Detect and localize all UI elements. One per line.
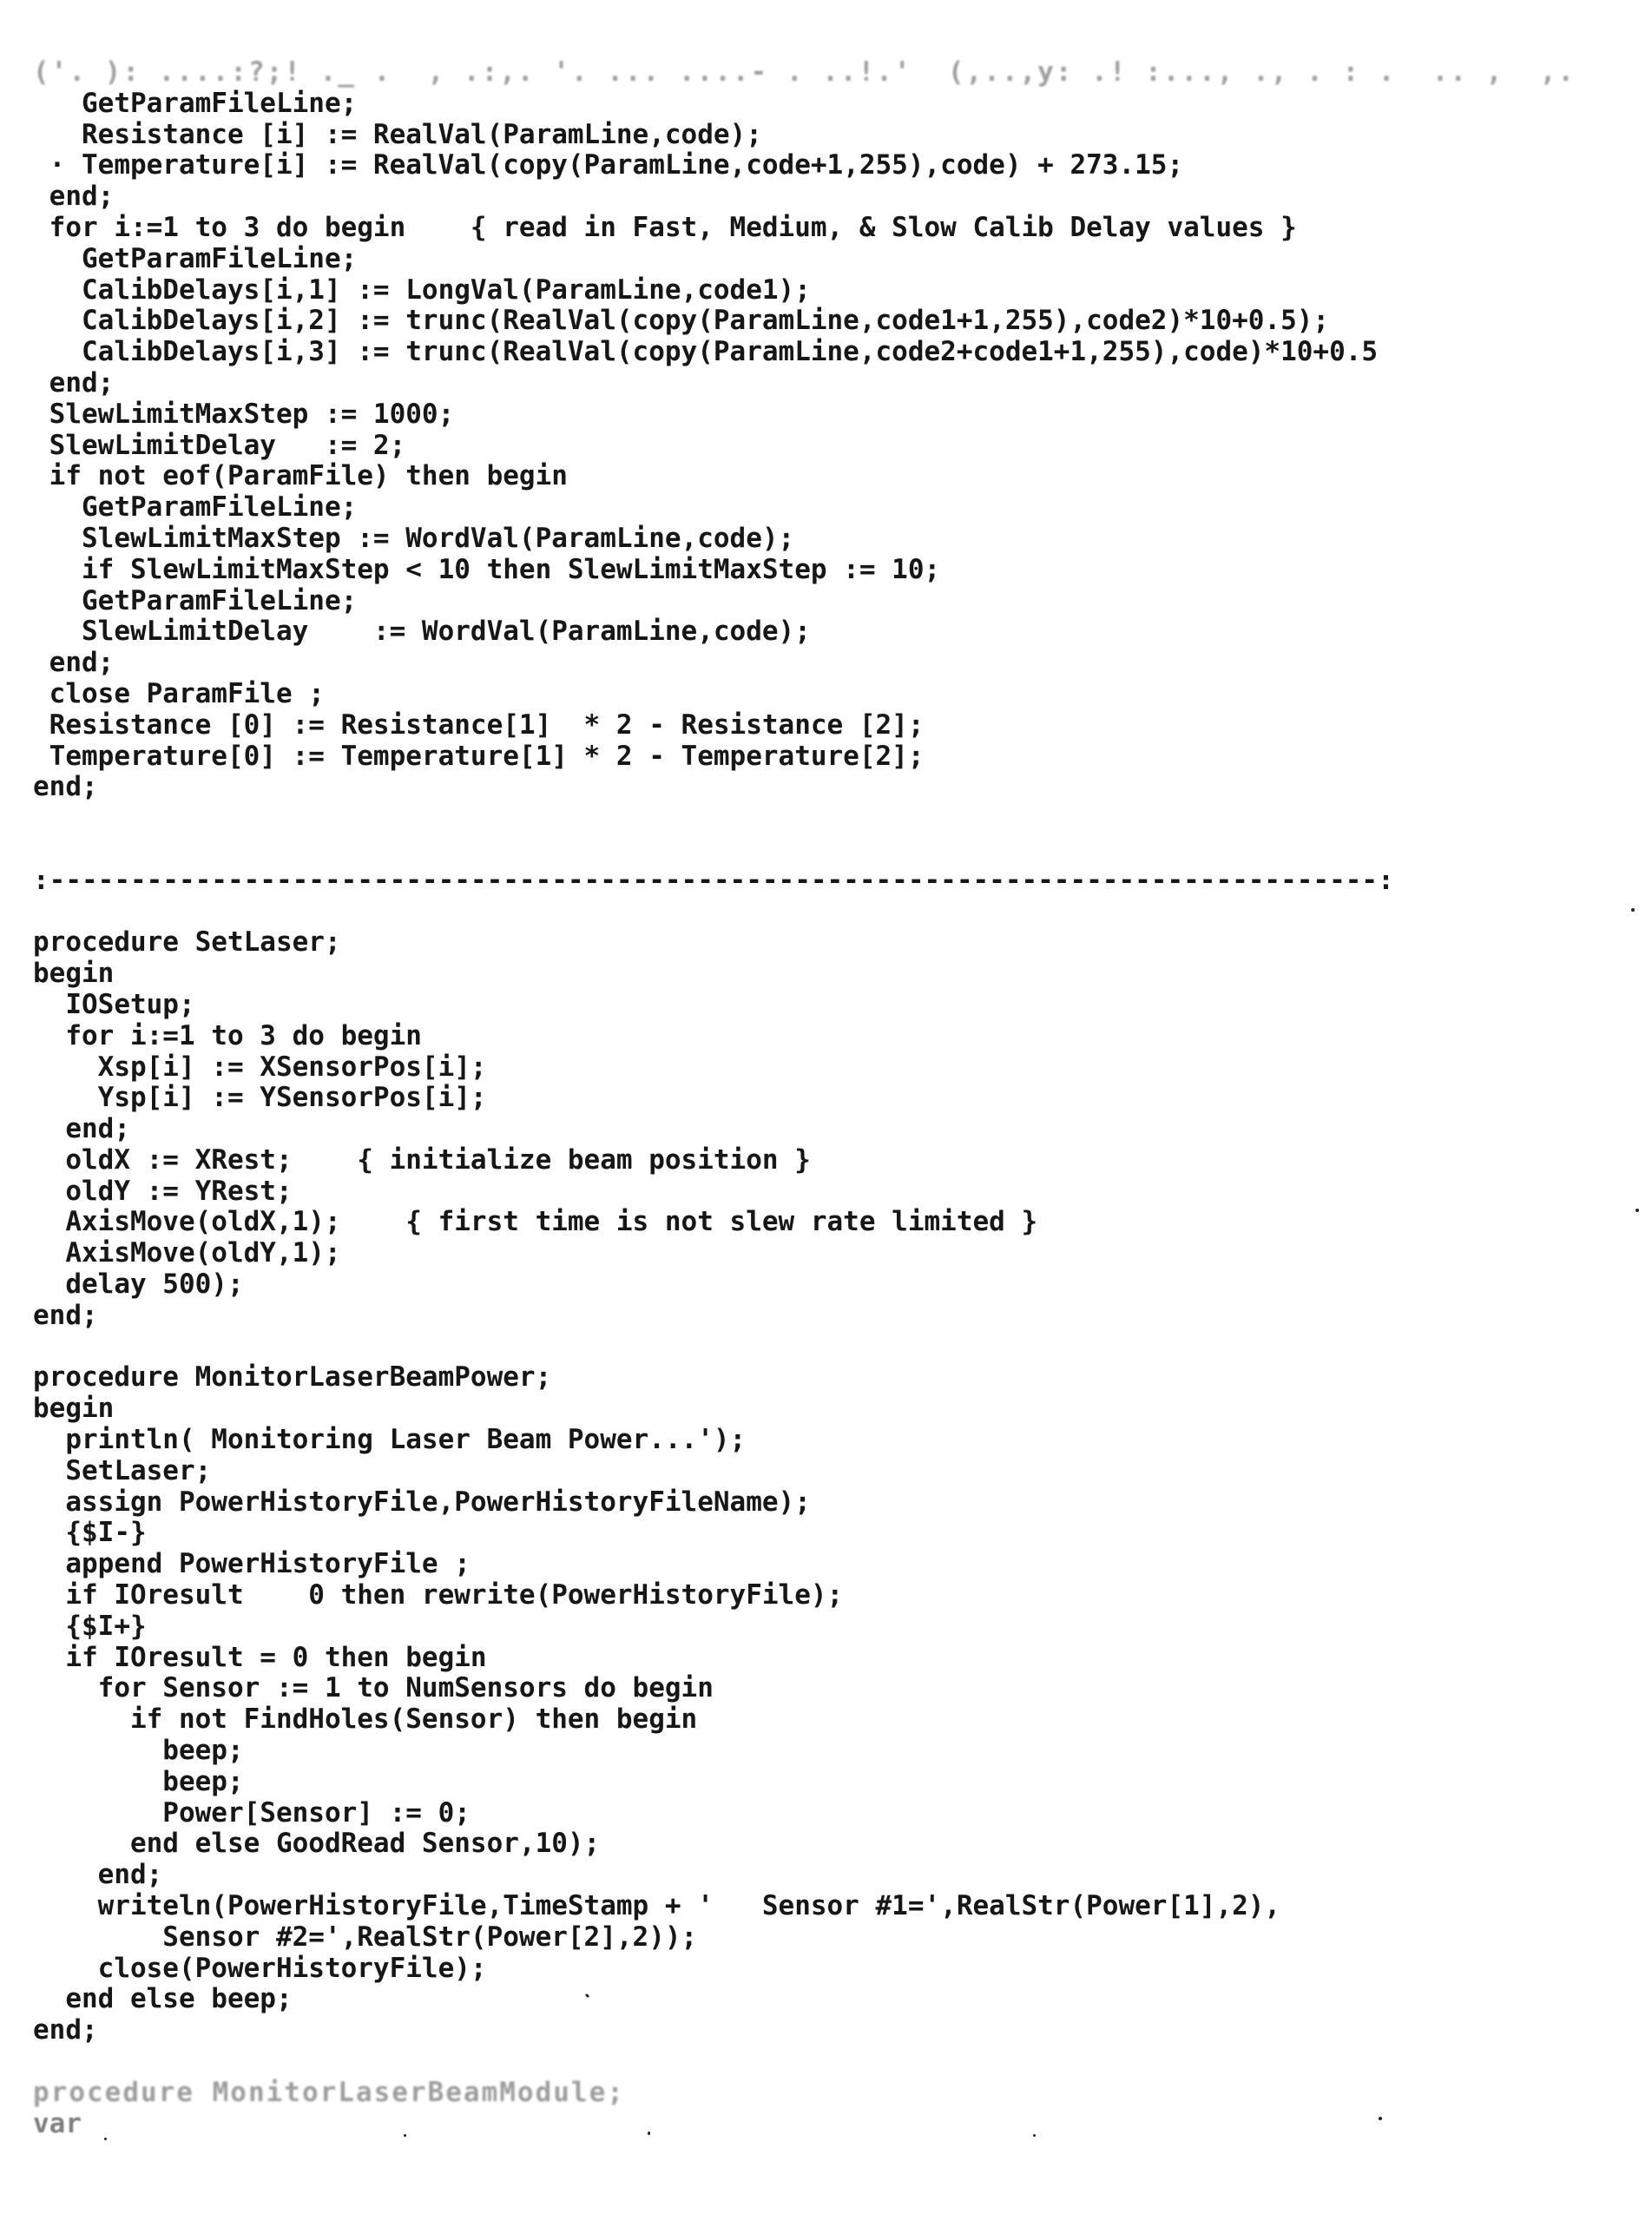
code-line: var: [33, 2107, 82, 2139]
code-line: AxisMove(oldX,1); { first time is not slew rate limited }: [33, 1206, 1038, 1238]
code-line: GetParamFileLine;: [33, 87, 358, 119]
code-line: CalibDelays[i,3] := trunc(RealVal(copy(ParamLine,code2+code1+1,255),code)*10+0.5: [33, 336, 1379, 368]
code-line: SlewLimitDelay := 2;: [33, 429, 406, 461]
code-line: end;: [33, 1299, 98, 1331]
code-line: SetLaser;: [33, 1454, 212, 1486]
scan-speck: [1033, 2134, 1036, 2137]
code-line: close(PowerHistoryFile);: [33, 1952, 487, 1984]
code-line: SlewLimitDelay := WordVal(ParamLine,code);: [33, 616, 811, 648]
code-line: [33, 834, 1652, 866]
code-line: for i:=1 to 3 do begin: [33, 1019, 422, 1051]
code-line: begin: [33, 1393, 115, 1425]
code-line: Xsp[i] := XSensorPos[i];: [33, 1051, 487, 1083]
scan-speck: [1631, 908, 1635, 912]
code-line: assign PowerHistoryFile,PowerHistoryFileName);: [33, 1486, 811, 1518]
code-line: Ysp[i] := YSensorPos[i];: [33, 1082, 487, 1114]
code-line: end;: [33, 181, 115, 213]
code-line: beep;: [33, 1765, 244, 1797]
code-line: {$I-}: [33, 1517, 147, 1549]
code-line: procedure MonitorLaserBeamModule;: [33, 2076, 625, 2108]
code-line: {$I+}: [33, 1610, 147, 1642]
code-line: end;: [33, 771, 98, 803]
code-line: ('. ): ....:?;! ._ . , .:,. '. ... ....- . ..!.' (,..,y: .! :..., ., . : . .. , ,.: [33, 56, 1576, 88]
scan-speck: [1636, 1209, 1639, 1212]
code-line: CalibDelays[i,2] := trunc(RealVal(copy(ParamLine,code1+1,255),code2)*10+0.5);: [33, 305, 1330, 337]
code-line: end;: [33, 2014, 98, 2046]
code-line: [33, 897, 1652, 928]
code-line: if SlewLimitMaxStep < 10 then SlewLimitMaxStep := 10;: [33, 553, 941, 585]
code-line: procedure SetLaser;: [33, 926, 341, 959]
code-line: delay 500);: [33, 1269, 244, 1301]
code-line: Resistance [i] := RealVal(ParamLine,code);: [33, 118, 762, 150]
code-line: end else beep;: [33, 1983, 293, 2015]
code-line: GetParamFileLine;: [33, 491, 358, 524]
code-line: for i:=1 to 3 do begin { read in Fast, Medium, & Slow Calib Delay values }: [33, 211, 1297, 243]
code-line: oldX := XRest; { initialize beam position }: [33, 1143, 811, 1176]
code-line: begin: [33, 958, 115, 990]
code-line: [33, 2046, 1652, 2078]
code-line: [33, 1332, 1652, 1363]
code-line: GetParamFileLine;: [33, 242, 358, 274]
code-line: Temperature[0] := Temperature[1] * 2 - Temperature[2];: [33, 740, 925, 772]
code-line: if IOresult = 0 then begin: [33, 1641, 487, 1673]
code-line: Sensor #2=',RealStr(Power[2],2));: [33, 1921, 698, 1953]
scan-speck: [104, 2138, 107, 2140]
code-line: Power[Sensor] := 0;: [33, 1796, 471, 1829]
code-line: writeln(PowerHistoryFile,TimeStamp + ' Sensor #1=',RealStr(Power[1],2),: [33, 1890, 1281, 1922]
code-line: if IOresult 0 then rewrite(PowerHistoryFile);: [33, 1579, 844, 1611]
code-line: Resistance [0] := Resistance[1] * 2 - Resistance [2];: [33, 708, 925, 741]
code-line: AxisMove(oldY,1);: [33, 1237, 341, 1269]
code-line: oldY := YRest;: [33, 1175, 293, 1207]
code-line: end else GoodRead Sensor,10);: [33, 1828, 601, 1860]
code-line: [33, 803, 1652, 834]
code-line: GetParamFileLine;: [33, 584, 358, 616]
scan-speck: [648, 2132, 650, 2135]
code-line: IOSetup;: [33, 988, 195, 1020]
code-line: beep;: [33, 1735, 244, 1767]
code-line: · Temperature[i] := RealVal(copy(ParamLine,code+1,255),code) + 273.15;: [33, 149, 1184, 181]
code-line: end;: [33, 1859, 163, 1891]
code-line: println( Monitoring Laser Beam Power...');: [33, 1424, 747, 1456]
code-line: for Sensor := 1 to NumSensors do begin: [33, 1672, 714, 1704]
code-lines: [33, 57, 1652, 2139]
scan-speck: [404, 2134, 406, 2137]
code-line: procedure MonitorLaserBeamPower;: [33, 1361, 552, 1394]
code-line: if not eof(ParamFile) then begin: [33, 460, 568, 492]
code-line: close ParamFile ;: [33, 677, 325, 709]
code-line: :----------------------------------------------------------------------------------:: [33, 864, 1394, 896]
code-line: end;: [33, 366, 115, 399]
code-line: append PowerHistoryFile ;: [33, 1548, 471, 1580]
code-line: if not FindHoles(Sensor) then begin: [33, 1704, 698, 1736]
code-line: SlewLimitMaxStep := 1000;: [33, 398, 455, 430]
code-line: end;: [33, 1113, 130, 1145]
code-line: SlewLimitMaxStep := WordVal(ParamLine,code);: [33, 522, 795, 554]
code-line: CalibDelays[i,1] := LongVal(ParamLine,code1);: [33, 273, 811, 306]
code-line: end;: [33, 647, 115, 679]
scan-speck: [1379, 2117, 1382, 2120]
